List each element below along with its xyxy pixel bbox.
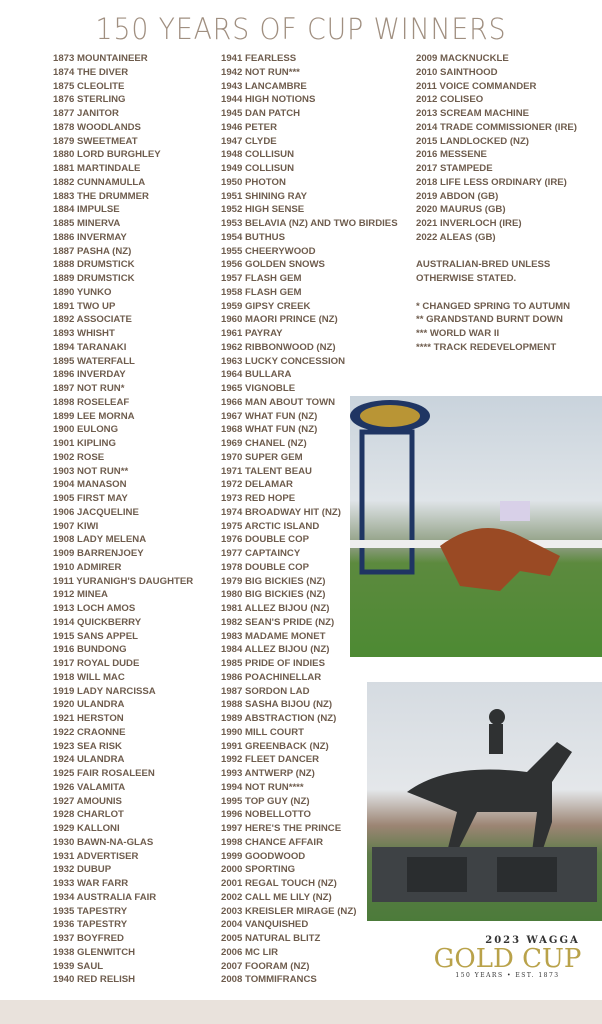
winner-entry: 1976 DOUBLE COP: [221, 534, 309, 546]
winner-entry: 1948 COLLISUN: [221, 149, 295, 161]
winner-entry: 1904 MANASON: [53, 479, 127, 491]
winner-entry: 1985 PRIDE OF INDIES: [221, 658, 325, 669]
winner-entry: 1925 FAIR ROSALEEN: [53, 768, 155, 779]
winner-entry: 1929 KALLONI: [53, 823, 120, 834]
winner-entry: 1994 NOT RUN****: [221, 781, 304, 793]
winner-entry: 2010 SAINTHOOD: [416, 66, 498, 78]
winner-entry: 1941 FEARLESS: [221, 53, 297, 64]
winner-entry: 1965 VIGNOBLE: [221, 383, 296, 394]
winner-entry: 1971 TALENT BEAU: [221, 465, 312, 477]
winner-entry: 1912 MINEA: [53, 589, 108, 601]
winner-entry: 1949 COLLISUN: [221, 163, 295, 174]
winner-entry: 1972 DELAMAR: [221, 479, 293, 491]
winner-entry: 1935 TAPESTRY: [53, 905, 128, 917]
winner-entry: 1938 GLENWITCH: [53, 946, 136, 958]
winner-entry: 1889 DRUMSTICK: [53, 273, 135, 284]
winner-entry: 1981 ALLEZ BIJOU (NZ): [221, 603, 330, 614]
winner-entry: 2005 NATURAL BLITZ: [221, 933, 321, 944]
winner-entry: 1966 MAN ABOUT TOWN: [221, 396, 336, 408]
winner-entry: 1875 CLEOLITE: [53, 80, 125, 92]
note-line: OTHERWISE STATED.: [416, 273, 517, 284]
winner-entry: 1962 RIBBONWOOD (NZ): [221, 341, 336, 353]
winner-entry: 1989 ABSTRACTION (NZ): [221, 713, 337, 724]
winner-entry: 1979 BIG BICKIES (NZ): [221, 575, 326, 587]
winner-entry: 2013 SCREAM MACHINE: [416, 108, 530, 119]
footnote-line: ** GRANDSTAND BURNT DOWN: [416, 314, 563, 326]
winner-entry: 1992 FLEET DANCER: [221, 754, 320, 766]
logo-title: GOLD CUP: [433, 944, 582, 974]
winner-entry: 2007 FOORAM (NZ): [221, 960, 310, 972]
winner-entry: 1954 BUTHUS: [221, 231, 285, 243]
winner-entry: 1880 LORD BURGHLEY: [53, 149, 161, 161]
winner-entry: 1978 DOUBLE COP: [221, 561, 309, 573]
winner-entry: 1919 LADY NARCISSA: [53, 685, 156, 697]
winner-entry: 1892 ASSOCIATE: [53, 314, 132, 326]
winners-column-3: [416, 52, 577, 355]
winner-entry: 1930 BAWN-NA-GLAS: [53, 836, 154, 848]
winner-entry: 1882 CUNNAMULLA: [53, 176, 146, 188]
winner-entry: 1980 BIG BICKIES (NZ): [221, 589, 326, 601]
winner-entry: 1988 SASHA BIJOU (NZ): [221, 699, 333, 711]
winner-entry: 2018 LIFE LESS ORDINARY (IRE): [416, 176, 567, 188]
winner-entry: 1916 BUNDONG: [53, 644, 127, 656]
horse-statue-photo: [367, 682, 602, 921]
winner-entry: 1946 PETER: [221, 121, 277, 133]
winner-entry: 1969 CHANEL (NZ): [221, 438, 307, 449]
winner-entry: 1974 BROADWAY HIT (NZ): [221, 506, 341, 518]
winner-entry: 1926 VALAMITA: [53, 781, 126, 793]
winner-entry: 1924 ULANDRA: [53, 754, 125, 766]
winner-entry: 1986 POACHINELLAR: [221, 671, 322, 683]
winner-entry: 1936 TAPESTRY: [53, 919, 128, 931]
winner-entry: 2003 KREISLER MIRAGE (NZ): [221, 905, 357, 917]
winner-entry: 1897 NOT RUN*: [53, 383, 125, 394]
winner-entry: 2012 COLISEO: [416, 94, 484, 106]
winner-entry: 1928 CHARLOT: [53, 809, 124, 821]
winner-entry: 1923 SEA RISK: [53, 740, 122, 752]
winner-entry: 1955 CHEERYWOOD: [221, 245, 316, 257]
winner-entry: 1893 WHISHT: [53, 328, 115, 339]
winner-entry: 1895 WATERFALL: [53, 355, 135, 367]
winner-entry: 1939 SAUL: [53, 960, 104, 972]
winner-entry: 1888 DRUMSTICK: [53, 259, 135, 271]
winner-entry: 1956 GOLDEN SNOWS: [221, 259, 325, 271]
winner-entry: 1987 SORDON LAD: [221, 685, 310, 697]
winner-entry: 2004 VANQUISHED: [221, 919, 309, 931]
winner-entry: 1891 TWO UP: [53, 300, 116, 312]
winner-entry: 1944 HIGH NOTIONS: [221, 94, 316, 106]
winner-entry: 1908 LADY MELENA: [53, 534, 147, 546]
winner-entry: 1874 THE DIVER: [53, 66, 129, 78]
winner-entry: 1910 ADMIRER: [53, 561, 122, 573]
winner-entry: 1993 ANTWERP (NZ): [221, 768, 315, 779]
winner-entry: 2016 MESSENE: [416, 149, 487, 161]
winner-entry: 1959 GIPSY CREEK: [221, 300, 311, 312]
winner-entry: 1927 AMOUNIS: [53, 795, 122, 807]
winner-entry: 1933 WAR FARR: [53, 878, 129, 889]
winner-entry: 2002 CALL ME LILY (NZ): [221, 891, 332, 903]
winner-entry: 1982 SEAN'S PRIDE (NZ): [221, 616, 335, 628]
winner-entry: 1983 MADAME MONET: [221, 630, 326, 642]
winner-entry: 1975 ARCTIC ISLAND: [221, 520, 320, 532]
winner-entry: 1934 AUSTRALIA FAIR: [53, 891, 157, 903]
winner-entry: 1884 IMPULSE: [53, 204, 120, 216]
winner-entry: 2006 MC LIR: [221, 946, 279, 958]
winner-entry: 1991 GREENBACK (NZ): [221, 740, 329, 752]
footer-band: [0, 1000, 602, 1024]
winner-entry: 1903 NOT RUN**: [53, 465, 129, 477]
winner-entry: 1990 MILL COURT: [221, 726, 304, 738]
winner-entry: 1898 ROSELEAF: [53, 396, 130, 408]
winner-entry: 1918 WILL MAC: [53, 671, 125, 683]
winner-entry: 1953 BELAVIA (NZ) AND TWO BIRDIES: [221, 218, 398, 229]
winner-entry: 2009 MACKNUCKLE: [416, 53, 509, 64]
footnote-line: **** TRACK REDEVELOPMENT: [416, 341, 557, 353]
winner-entry: 1907 KIWI: [53, 520, 99, 532]
winner-entry: 2017 STAMPEDE: [416, 163, 493, 174]
winner-entry: 1896 INVERDAY: [53, 369, 126, 381]
winner-entry: 1942 NOT RUN***: [221, 66, 300, 78]
winner-entry: 1909 BARRENJOEY: [53, 548, 144, 559]
winner-entry: 2011 VOICE COMMANDER: [416, 80, 537, 92]
winner-entry: 1943 LANCAMBRE: [221, 80, 307, 92]
winner-entry: 1921 HERSTON: [53, 713, 124, 724]
winner-entry: 1960 MAORI PRINCE (NZ): [221, 314, 338, 326]
winner-entry: 1950 PHOTON: [221, 176, 286, 188]
winner-entry: 1877 JANITOR: [53, 108, 119, 119]
winner-entry: 1964 BULLARA: [221, 369, 292, 381]
winner-entry: 1900 EULONG: [53, 424, 119, 436]
winner-entry: 1876 STERLING: [53, 94, 126, 106]
winner-entry: 1894 TARANAKI: [53, 341, 127, 353]
winner-entry: 1998 CHANCE AFFAIR: [221, 836, 323, 848]
footnote-line: *** WORLD WAR II: [416, 328, 500, 339]
winner-entry: 1887 PASHA (NZ): [53, 245, 132, 257]
winner-entry: 1999 GOODWOOD: [221, 850, 306, 862]
winner-entry: 1940 RED RELISH: [53, 974, 136, 986]
winner-entry: 2014 TRADE COMMISSIONER (IRE): [416, 121, 577, 133]
winner-entry: 2019 ABDON (GB): [416, 190, 499, 202]
winner-entry: 2008 TOMMIFRANCS: [221, 974, 317, 986]
winner-entry: 1957 FLASH GEM: [221, 273, 302, 284]
winner-entry: 1899 LEE MORNA: [53, 410, 135, 422]
winner-entry: 1881 MARTINDALE: [53, 163, 141, 174]
winner-entry: 1890 YUNKO: [53, 286, 112, 298]
winner-entry: 1997 HERE'S THE PRINCE: [221, 823, 342, 834]
winner-entry: 1911 YURANIGH'S DAUGHTER: [53, 575, 194, 587]
winner-entry: 1970 SUPER GEM: [221, 451, 303, 463]
winner-entry: 1945 DAN PATCH: [221, 108, 301, 119]
winner-entry: 1917 ROYAL DUDE: [53, 658, 140, 669]
winner-entry: 1963 LUCKY CONCESSION: [221, 355, 346, 367]
winner-entry: 1952 HIGH SENSE: [221, 204, 305, 216]
winner-entry: 2001 REGAL TOUCH (NZ): [221, 878, 337, 889]
winner-entry: 1931 ADVERTISER: [53, 850, 139, 862]
winner-entry: 2000 SPORTING: [221, 864, 296, 876]
footnote-line: * CHANGED SPRING TO AUTUMN: [416, 300, 571, 312]
winners-column-2: [221, 52, 398, 987]
winner-entry: 1996 NOBELLOTTO: [221, 809, 311, 821]
winner-entry: 1906 JACQUELINE: [53, 506, 139, 518]
winner-entry: 2021 INVERLOCH (IRE): [416, 218, 522, 229]
winner-entry: 1961 PAYRAY: [221, 328, 283, 339]
winners-column-1: [53, 52, 193, 987]
winner-entry: 1937 BOYFRED: [53, 933, 124, 944]
winner-entry: 1932 DUBUP: [53, 864, 112, 876]
winner-entry: 1879 SWEETMEAT: [53, 135, 138, 147]
winner-entry: 1977 CAPTAINCY: [221, 548, 301, 559]
winner-entry: 1913 LOCH AMOS: [53, 603, 136, 614]
winner-entry: 1951 SHINING RAY: [221, 190, 308, 202]
breeding-note: [416, 258, 577, 286]
winner-entry: 1984 ALLEZ BIJOU (NZ): [221, 644, 330, 656]
winner-entry: 1885 MINERVA: [53, 218, 121, 229]
winner-entry: 1958 FLASH GEM: [221, 286, 302, 298]
note-line: AUSTRALIAN-BRED UNLESS: [416, 259, 551, 271]
winner-entry: 2015 LANDLOCKED (NZ): [416, 135, 530, 147]
footnotes: [416, 300, 577, 355]
winner-entry: 1947 CLYDE: [221, 135, 277, 147]
winner-entry: 1922 CRAONNE: [53, 726, 126, 738]
winner-entry: 2020 MAURUS (GB): [416, 204, 506, 216]
winner-entry: 1968 WHAT FUN (NZ): [221, 424, 318, 436]
winner-entry: 1973 RED HOPE: [221, 493, 296, 504]
winner-entry: 1902 ROSE: [53, 451, 105, 463]
winner-entry: 1883 THE DRUMMER: [53, 190, 149, 202]
winner-entry: 1901 KIPLING: [53, 438, 116, 449]
winner-entry: 1995 TOP GUY (NZ): [221, 795, 310, 807]
winner-entry: 1920 ULANDRA: [53, 699, 125, 711]
winner-entry: 1873 MOUNTAINEER: [53, 53, 148, 64]
wagga-gold-cup-logo: [420, 935, 595, 995]
page-title: 150 YEARS OF CUP WINNERS: [95, 12, 507, 46]
winner-entry: 1878 WOODLANDS: [53, 121, 141, 133]
winner-entry: 2022 ALEAS (GB): [416, 231, 496, 243]
logo-subtitle: 150 YEARS • EST. 1873: [455, 972, 560, 979]
winner-entry: 1967 WHAT FUN (NZ): [221, 410, 318, 422]
winner-entry: 1914 QUICKBERRY: [53, 616, 142, 628]
winner-entry: 1886 INVERMAY: [53, 231, 127, 243]
winner-entry: 1915 SANS APPEL: [53, 630, 138, 642]
logo-year: 2023 WAGGA: [485, 935, 580, 946]
winners-list-recent: [416, 52, 577, 245]
winner-entry: 1905 FIRST MAY: [53, 493, 128, 504]
